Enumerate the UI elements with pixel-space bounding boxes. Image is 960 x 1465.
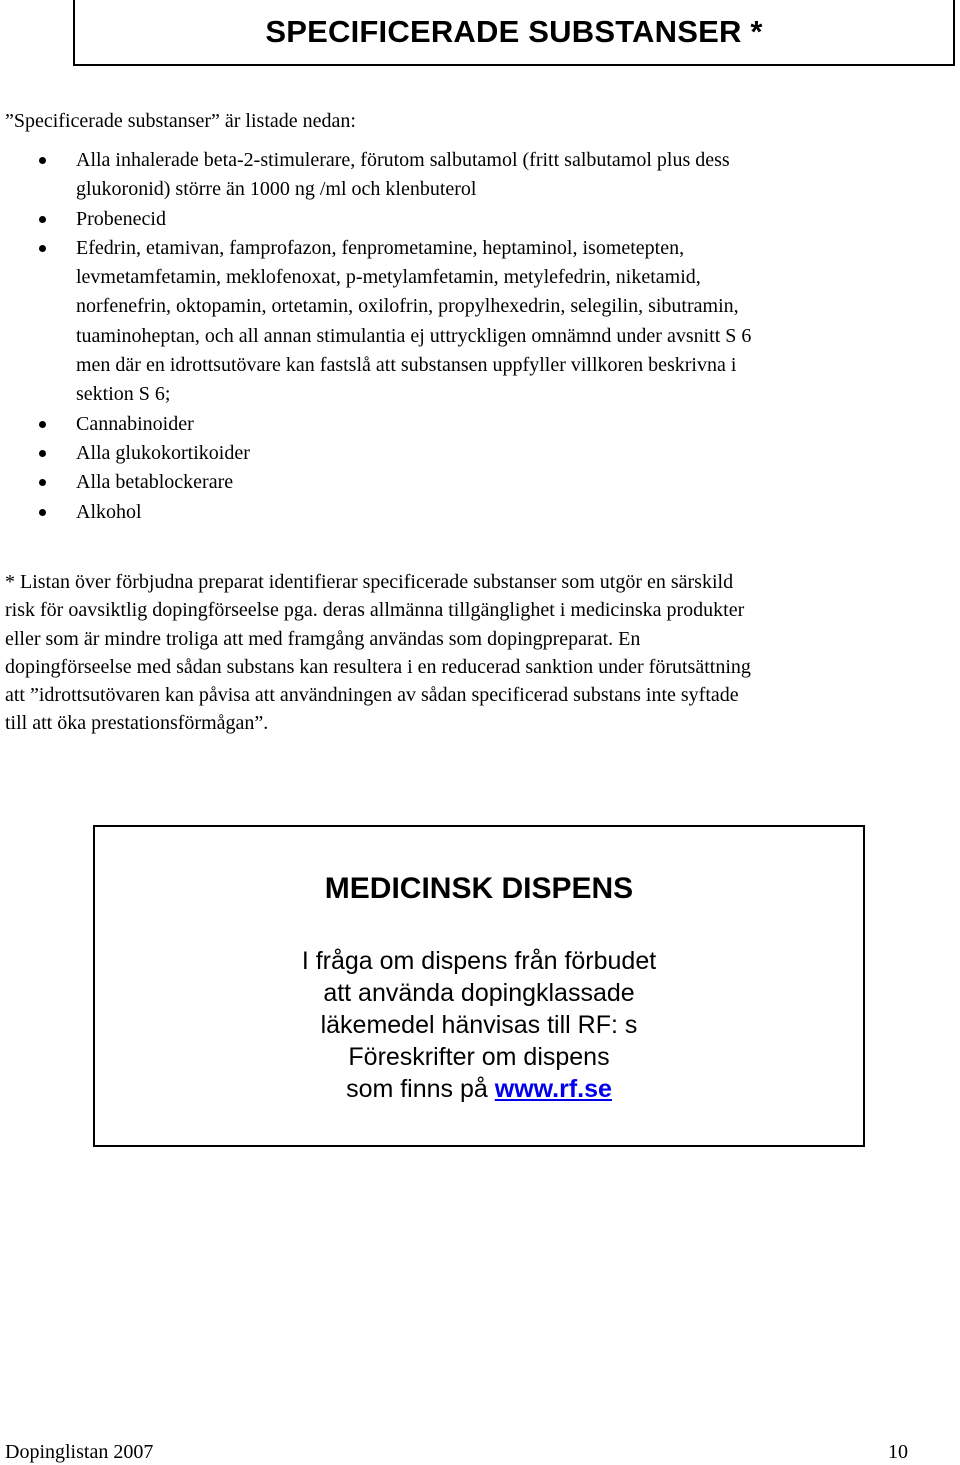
dispens-line: I fråga om dispens från förbudet: [301, 947, 657, 975]
substance-list: [0, 146, 900, 527]
list-item-line: Alkohol: [76, 500, 142, 523]
footnote-line: risk för oavsiktlig dopingförseelse pga. deras allmänna tillgänglighet i medicinska produkter: [5, 599, 745, 622]
bullet-icon: [39, 479, 46, 486]
dispens-line: Föreskrifter om dispens: [348, 1043, 610, 1071]
bullet-icon: [39, 157, 46, 164]
page-footer: [5, 1441, 908, 1464]
page-title: SPECIFICERADE SUBSTANSER *: [265, 14, 763, 49]
bullet-icon: [39, 450, 46, 457]
list-item-line: Alla glukokortikoider: [76, 441, 250, 464]
list-item: [0, 410, 900, 439]
list-item-line: Probenecid: [76, 207, 166, 230]
page-number: 10: [888, 1441, 908, 1463]
bullet-icon: [39, 509, 46, 516]
list-item: [0, 439, 900, 468]
footnote-line: * Listan över förbjudna preparat identifierar specificerade substanser som utgör en särskild: [5, 571, 734, 593]
list-item: [0, 468, 900, 497]
list-item: [0, 146, 900, 205]
list-item: [0, 205, 900, 234]
dispens-line: att använda dopingklassade: [323, 979, 635, 1007]
bullet-icon: [39, 421, 46, 428]
dispens-title: MEDICINSK DISPENS: [324, 872, 634, 905]
footer-document-name: Dopinglistan 2007: [5, 1441, 154, 1463]
rf-link[interactable]: www.rf.se: [494, 1075, 612, 1103]
list-item-line: glukoronid) större än 1000 ng /ml och klenbuterol: [76, 178, 477, 201]
footnote-line: dopingförseelse med sådan substans kan resultera i en reducerad sanktion under förutsättning: [5, 655, 751, 678]
list-item-line: Alla betablockerare: [76, 471, 234, 494]
dispens-text: [95, 945, 863, 1105]
dispens-line: som finns på: [346, 1075, 495, 1103]
footnote-line: till att öka prestationsförmågan”.: [5, 712, 269, 735]
list-item-line: tuaminoheptan, och all annan stimulantia ej uttryckligen omnämnd under avsnitt S 6: [76, 324, 752, 347]
bullet-icon: [39, 216, 46, 223]
footnote: [5, 568, 905, 738]
list-item-line: Alla inhalerade beta-2-stimulerare, förutom salbutamol (fritt salbutamol plus dess: [76, 149, 730, 171]
list-item: [0, 498, 900, 527]
list-item-line: men där en idrottsutövare kan fastslå att substansen uppfyller villkoren beskrivna i: [76, 354, 737, 377]
list-item-line: Efedrin, etamivan, famprofazon, fenprometamine, heptaminol, isometepten,: [76, 236, 685, 259]
bullet-icon: [39, 245, 46, 252]
list-item: [0, 234, 900, 410]
list-item-line: norfenefrin, oktopamin, ortetamin, oxilofrin, propylhexedrin, selegilin, sibutramin,: [76, 295, 739, 318]
list-item-line: sektion S 6;: [76, 383, 171, 406]
intro-text: ”Specificerade substanser” är listade nedan:: [5, 110, 356, 132]
footnote-line: eller som är mindre troliga att med framgång användas som dopingpreparat. En: [5, 627, 641, 650]
title-box: [73, 0, 955, 66]
dispens-box: [93, 825, 865, 1147]
list-item-line: Cannabinoider: [76, 412, 194, 435]
list-item-line: levmetamfetamin, meklofenoxat, p-metylamfetamin, metylefedrin, niketamid,: [76, 266, 701, 289]
footnote-line: att ”idrottsutövaren kan påvisa att användningen av sådan specificerad substans inte syftade: [5, 684, 739, 707]
dispens-line: läkemedel hänvisas till RF: s: [320, 1011, 638, 1039]
